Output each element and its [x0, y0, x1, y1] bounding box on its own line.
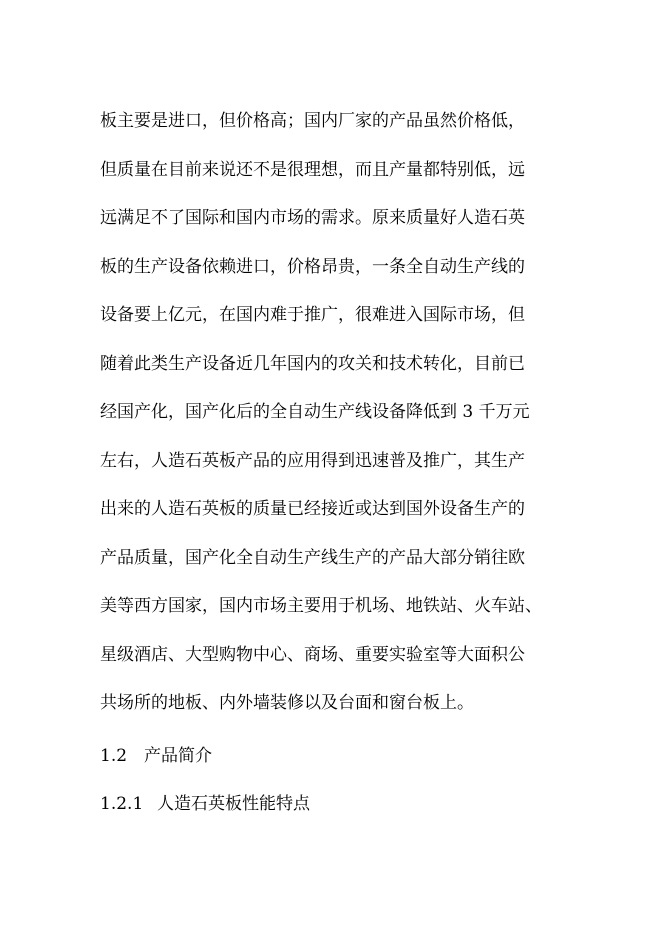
section-title: 产品简介: [144, 746, 212, 766]
paragraph-line: 美等西方国家，国内市场主要用于机场、地铁站、火车站、: [100, 596, 542, 616]
paragraph-line: 产品质量，国产化全自动生产线生产的产品大部分销往欧: [100, 547, 525, 568]
section-heading: [100, 742, 212, 770]
paragraph-line: 星级酒店、大型购物中心、商场、重要实验室等大面积公: [100, 644, 525, 665]
paragraph-line: 远满足不了国际和国内市场的需求。原来质量好人造石英: [100, 208, 525, 228]
paragraph-line: 板主要是进口，但价格高；国内厂家的产品虽然价格低，: [100, 111, 525, 131]
paragraph-line: 经国产化，国产化后的全自动生产线设备降低到 3 千万元: [100, 402, 530, 422]
subsection-number: 1.2.1: [100, 794, 144, 814]
paragraph-line: 随着此类生产设备近几年国内的攻关和技术转化，目前已: [100, 353, 525, 374]
paragraph-line: 设备要上亿元，在国内难于推广，很难进入国际市场，但: [100, 305, 525, 325]
subsection-title: 人造石英板性能特点: [157, 794, 310, 814]
paragraph-line: 左右，人造石英板产品的应用得到迅速普及推广，其生产: [100, 450, 525, 471]
paragraph-line: 出来的人造石英板的质量已经接近或达到国外设备生产的: [100, 499, 525, 519]
paragraph-line: 板的生产设备依赖进口，价格昂贵，一条全自动生产线的: [100, 256, 525, 277]
body-paragraph: [100, 97, 580, 728]
paragraph-line: 但质量在目前来说还不是很理想，而且产量都特别低，远: [100, 159, 525, 180]
section-number: 1.2: [100, 746, 128, 766]
paragraph-line: 共场所的地板、内外墙装修以及台面和窗台板上。: [100, 693, 474, 713]
subsection-heading: [100, 790, 310, 818]
